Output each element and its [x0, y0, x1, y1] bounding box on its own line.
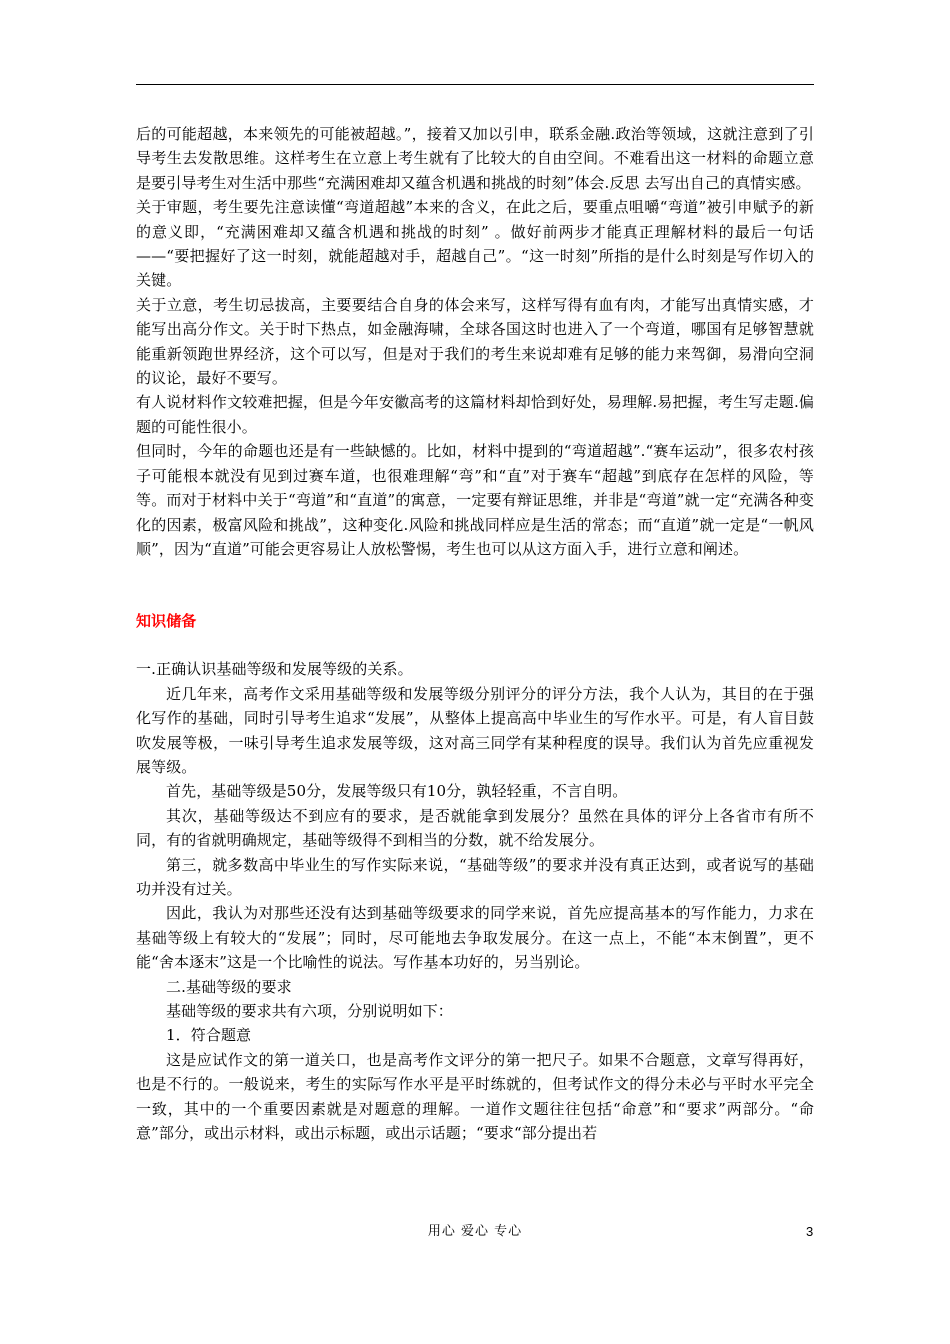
paragraph-continuation: 后的可能超越，本来领先的可能被超越。”，接着又加以引申，联系金融.政治等领域，这就注意到了引导考生去发散思维。这样考生在立意上考生就有了比较大的自由空间。不难看出这一材料的命题立意是要引导考生对生活中那些“充满困难却又蕴含机遇和挑战的时刻”体会.反思 去写出自己的真情实感。: [136, 125, 814, 192]
section-title: 知识储备: [136, 612, 197, 631]
page-body: [136, 122, 814, 1145]
paragraph-jinjinian: 近几年来，高考作文采用基础等级和发展等级分别评分的评分方法，我个人认为，其目的在于强化写作的基础，同时引导考生追求“发展”，从整体上提高高中毕业生的写作水平。可是，有人盲目鼓吹发展等极，一味引导考生追求发展等级，这对高三同学有某种程度的误导。我们认为首先应重视发展等级。: [136, 684, 814, 776]
footer-motto: 用心 爱心 专心: [427, 1224, 523, 1239]
paragraph-liyi: 关于立意，考生切忌拔高，主要要结合自身的体会来写，这样写得有血有肉，才能写出真情实感，才能写出高分作文。关于时下热点，如金融海啸，全球各国这时也进入了一个弯道，哪国有足够智慧就能重新领跑世界经济，这个可以写，但是对于我们的考生来说却难有足够的能力来驾御，易滑向空洞的议论，最好不要写。: [136, 295, 814, 388]
paragraph-shenti: 关于审题，考生要先注意读懂“弯道超越”本来的含义，在此之后，要重点咀嚼“弯道”被引申赋予的新的意义即，“充满困难却又蕴含机遇和挑战的时刻” 。做好前两步才能真正理解材料的最后一句话——“要把握好了这一时刻，就能超越对手，超越自己”。“这一时刻”所指的是什么时刻是写作切入的关键。: [136, 198, 814, 290]
paragraph-shouxian: 首先，基础等级是50分，发展等级只有10分，孰轻轻重，不言自明。: [166, 782, 628, 801]
heading-fuhe-tiyi: 1．符合题意: [166, 1026, 252, 1045]
heading-one: 一.正确认识基础等级和发展等级的关系。: [136, 660, 413, 679]
paragraph-quehan: 但同时，今年的命题也还是有一些缺憾的。比如，材料中提到的“弯道超越”.“赛车运动”，很多农村孩子可能根本就没有见到过赛车道，也很难理解“弯”和“直”对于赛车“超越”到底存在怎样的风险，等等。而对于材料中关于“弯道”和“直道”的寓意，一定要有辩证思维，并非是“弯道”就一定“充满各种变化的因素，极富风险和挑战”，这种变化.风险和挑战同样应是生活的常态；而“直道”就一定是“一帆风顺”，因为“直道”可能会更容易让人放松警惕，考生也可以从这方面入手，进行立意和阐述。: [136, 442, 814, 558]
heading-two: 二.基础等级的要求: [166, 977, 292, 996]
paragraph-yinci: 因此，我认为对那些还没有达到基础等级要求的同学来说，首先应提高基本的写作能力，力求在基础等级上有较大的“发展”；同时，尽可能地去争取发展分。在这一点上，不能“本末倒置”，更不能“舍本逐末”这是一个比喻性的说法。写作基本功好的，另当别论。: [136, 904, 814, 972]
spacer: [136, 633, 814, 657]
spacer: [136, 561, 814, 609]
page-number: 3: [806, 1224, 814, 1239]
paragraph-diyidao: 这是应试作文的第一道关口，也是高考作文评分的第一把尺子。如果不合题意，文章写得再好，也是不行的。一般说来，考生的实际写作水平是平时练就的，但考试作文的得分未必与平时水平完全一致，其中的一个重要因素就是对题意的理解。一道作文题往往包括“命意”和“要求”两部分。“命意”部分，或出示材料，或出示标题，或出示话题；“要求“部分提出若: [136, 1050, 814, 1143]
paragraph-disan: 第三，就多数高中毕业生的写作实际来说，“基础等级”的要求并没有真正达到，或者说写的基础功并没有过关。: [136, 855, 814, 898]
paragraph-cailiao: 有人说材料作文较难把握，但是今年安徽高考的这篇材料却恰到好处，易理解.易把握，考生写走题.偏题的可能性很小。: [136, 393, 814, 436]
paragraph-liuxiang: 基础等级的要求共有六项，分别说明如下：: [166, 1002, 453, 1020]
paragraph-qici: 其次，基础等级达不到应有的要求，是否就能拿到发展分？虽然在具体的评分上各省市有所不同，有的省就明确规定，基础等级得不到相当的分数，就不给发展分。: [136, 806, 814, 850]
page-footer: [0, 1222, 950, 1242]
header-rule: [136, 84, 814, 85]
